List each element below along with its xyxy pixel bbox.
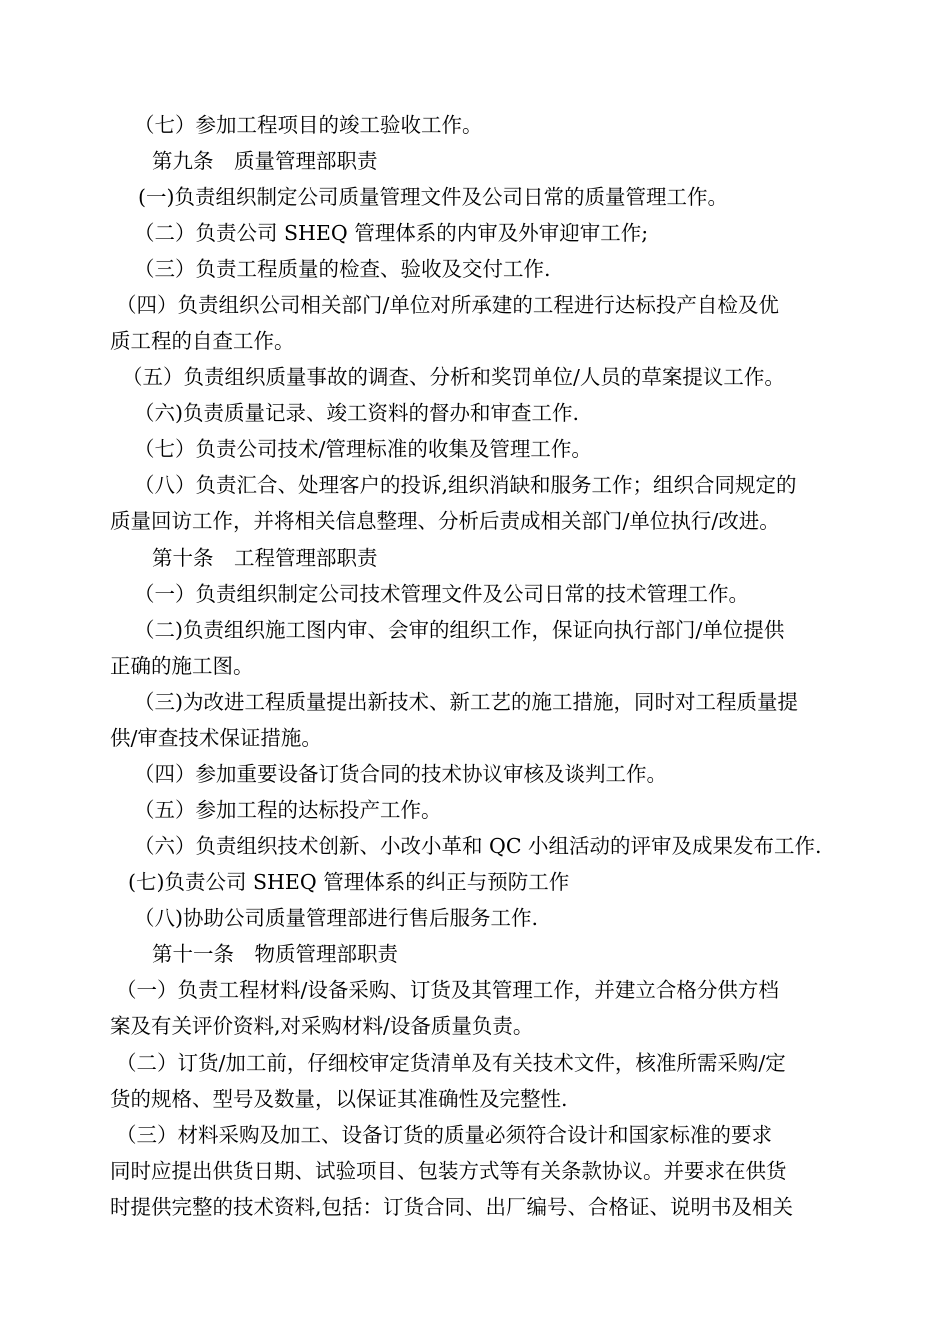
text-line-16: 正确的施工图。 bbox=[110, 654, 254, 678]
text-line-28: 货的规格、型号及数量，以保证其准确性及完整性. bbox=[110, 1087, 568, 1111]
article-9-heading: 第九条 质量管理部职责 bbox=[152, 149, 378, 173]
text-line-6: （四）负责组织公司相关部门/单位对所承建的工程进行达标投产自检及优 bbox=[116, 293, 779, 317]
text-line-26: 案及有关评价资料,对采购材料/设备质量负责。 bbox=[110, 1014, 534, 1038]
text-line-12: 质量回访工作，并将相关信息整理、分析后责成相关部门/单位执行/改进。 bbox=[110, 509, 780, 533]
text-line-30: 同时应提出供货日期、试验项目、包装方式等有关条款协议。并要求在供货 bbox=[110, 1159, 787, 1183]
text-line-21: （六）负责组织技术创新、小改小革和 QC 小组活动的评审及成果发布工作. bbox=[134, 834, 822, 858]
text-line-5: （三）负责工程质量的检查、验收及交付工作. bbox=[134, 257, 551, 281]
text-line-15: （二)负责组织施工图内审、会审的组织工作，保证向执行部门/单位提供 bbox=[134, 618, 785, 642]
article-11-heading: 第十一条 物质管理部职责 bbox=[152, 942, 398, 966]
text-line-25: （一）负责工程材料/设备采购、订货及其管理工作，并建立合格分供方档 bbox=[116, 978, 779, 1002]
text-line-20: （五）参加工程的达标投产工作。 bbox=[134, 798, 442, 822]
text-line-1: （七）参加工程项目的竣工验收工作。 bbox=[134, 113, 483, 137]
text-line-9: （六)负责质量记录、竣工资料的督办和审查工作. bbox=[134, 401, 580, 425]
text-line-31: 时提供完整的技术资料,包括：订货合同、出厂编号、合格证、说明书及相关 bbox=[110, 1195, 794, 1219]
text-line-14: （一）负责组织制定公司技术管理文件及公司日常的技术管理工作。 bbox=[134, 582, 749, 606]
text-line-3: (一)负责组织制定公司质量管理文件及公司日常的质量管理工作。 bbox=[138, 185, 728, 209]
text-line-18: 供/审查技术保证措施。 bbox=[110, 726, 322, 750]
text-line-22: (七)负责公司 SHEQ 管理体系的纠正与预防工作 bbox=[128, 870, 570, 894]
text-line-29: （三）材料采购及加工、设备订货的质量必须符合设计和国家标准的要求 bbox=[116, 1123, 772, 1147]
text-line-23: （八)协助公司质量管理部进行售后服务工作. bbox=[134, 906, 539, 930]
text-line-10: （七）负责公司技术/管理标准的收集及管理工作。 bbox=[134, 437, 592, 461]
text-line-17: （三)为改进工程质量提出新技术、新工艺的施工措施，同时对工程质量提 bbox=[134, 690, 798, 714]
text-line-8: （五）负责组织质量事故的调查、分析和奖罚单位/人员的草案提议工作。 bbox=[122, 365, 785, 389]
text-line-4: （二）负责公司 SHEQ 管理体系的内审及外审迎审工作; bbox=[134, 221, 649, 245]
article-10-heading: 第十条 工程管理部职责 bbox=[152, 546, 378, 570]
text-line-7: 质工程的自查工作。 bbox=[110, 329, 295, 353]
text-line-19: （四）参加重要设备订货合同的技术协议审核及谈判工作。 bbox=[134, 762, 667, 786]
text-line-11: （八）负责汇合、处理客户的投诉,组织消缺和服务工作；组织合同规定的 bbox=[134, 473, 797, 497]
text-line-27: （二）订货/加工前，仔细校审定货清单及有关技术文件，核准所需采购/定 bbox=[116, 1051, 786, 1075]
